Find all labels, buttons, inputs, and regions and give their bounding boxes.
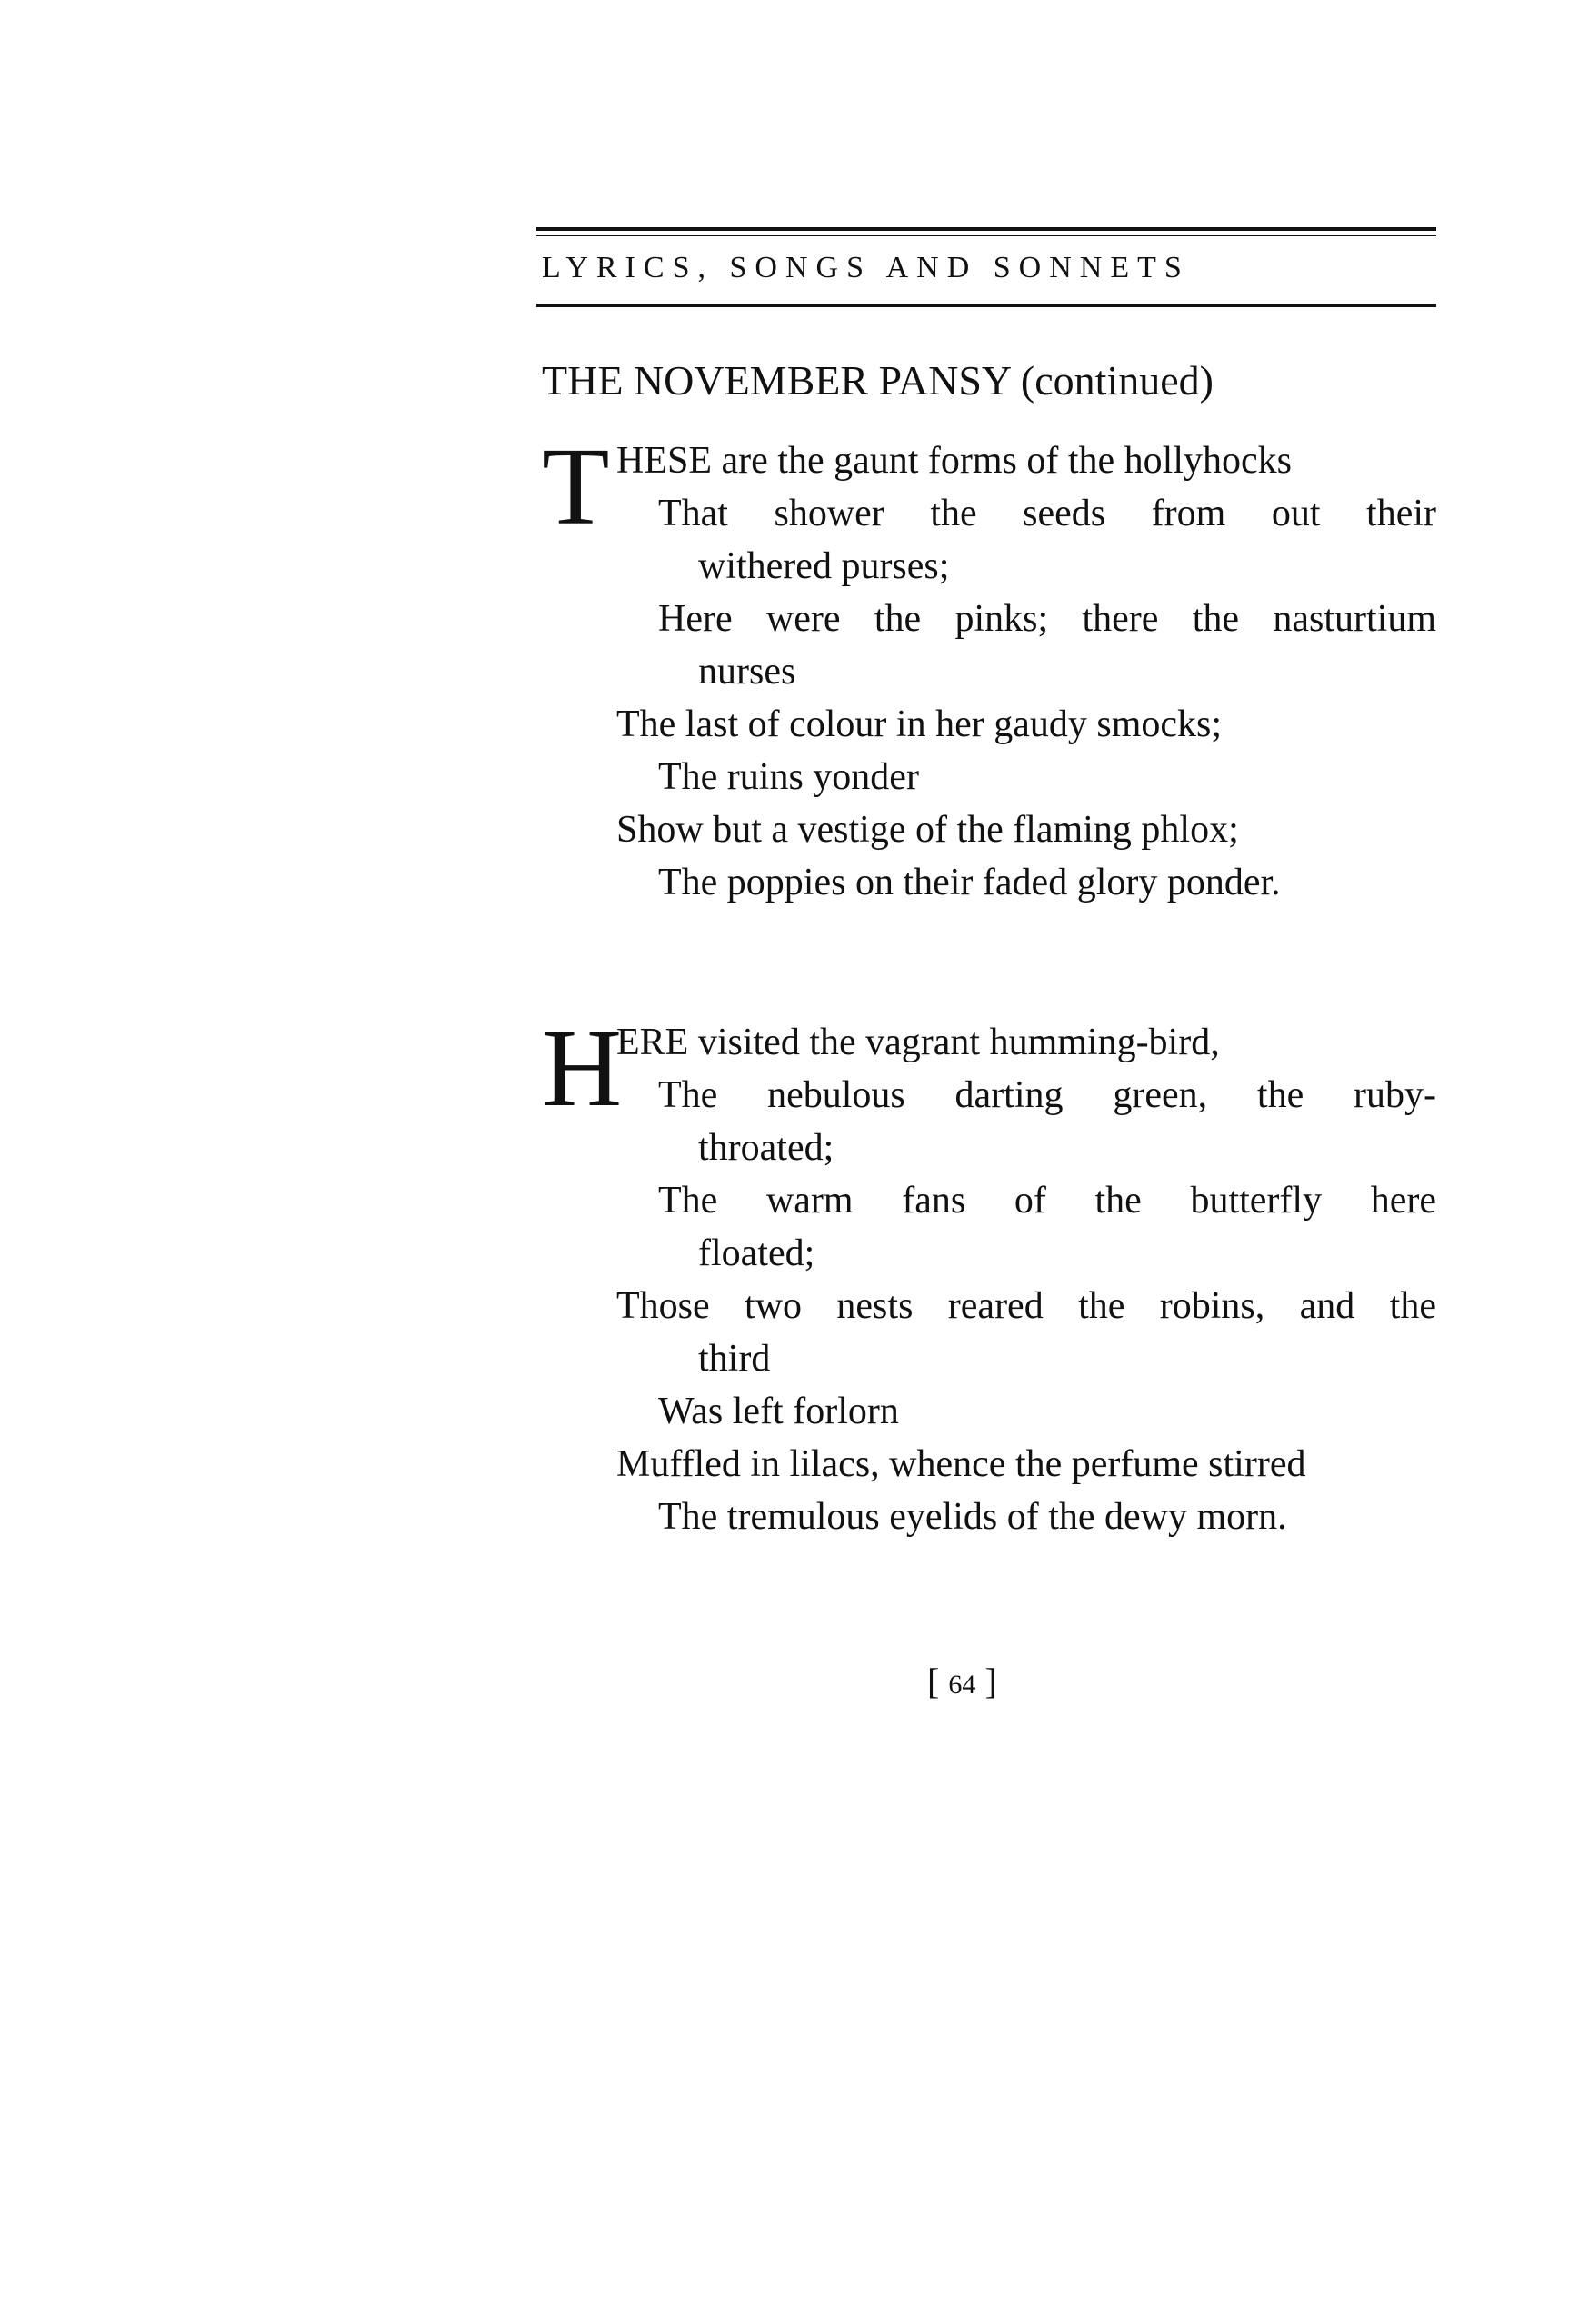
poem-line: The ruins yonder xyxy=(658,756,919,798)
bracket-close: ] xyxy=(984,1661,997,1701)
page-number-value: 64 xyxy=(948,1670,976,1700)
poem-line: Those two nests reared the robins, and the xyxy=(616,1285,1436,1327)
poem-line: Muffled in lilacs, whence the perfume stirred xyxy=(616,1443,1306,1485)
drop-cap: H xyxy=(542,1007,623,1130)
poem-line: The tremulous eyelids of the dewy morn. xyxy=(658,1496,1287,1538)
poem-line: third xyxy=(698,1338,771,1380)
header-rule-top-thin xyxy=(536,235,1436,236)
poem-line: The poppies on their faded glory ponder. xyxy=(658,862,1281,903)
poem-line: ERE visited the vagrant humming-bird, xyxy=(616,1022,1220,1063)
header-rule-bottom xyxy=(536,304,1436,307)
poem-line: That shower the seeds from out their xyxy=(658,493,1436,534)
header-rule-top xyxy=(536,227,1436,231)
poem-line: nurses xyxy=(698,651,796,693)
drop-cap: T xyxy=(542,425,610,548)
poem-line: withered purses; xyxy=(698,545,950,587)
running-head: LYRICS, SONGS AND SONNETS xyxy=(542,251,1190,284)
poem-line: Here were the pinks; there the nasturtium xyxy=(658,598,1436,640)
poem-line: The warm fans of the butterfly here xyxy=(658,1180,1436,1222)
poem-line: Show but a vestige of the flaming phlox; xyxy=(616,809,1239,851)
poem-line: floated; xyxy=(698,1232,815,1274)
poem-line: Was left forlorn xyxy=(658,1391,899,1432)
poem-line: The last of colour in her gaudy smocks; xyxy=(616,703,1223,745)
page-number xyxy=(927,1660,997,1702)
poem-line: HESE are the gaunt forms of the hollyhocks xyxy=(616,440,1292,482)
bracket-open: [ xyxy=(927,1661,940,1701)
poem-line: The nebulous darting green, the ruby- xyxy=(658,1074,1436,1116)
poem-line: throated; xyxy=(698,1127,834,1169)
poem-title: THE NOVEMBER PANSY (continued) xyxy=(542,357,1214,404)
